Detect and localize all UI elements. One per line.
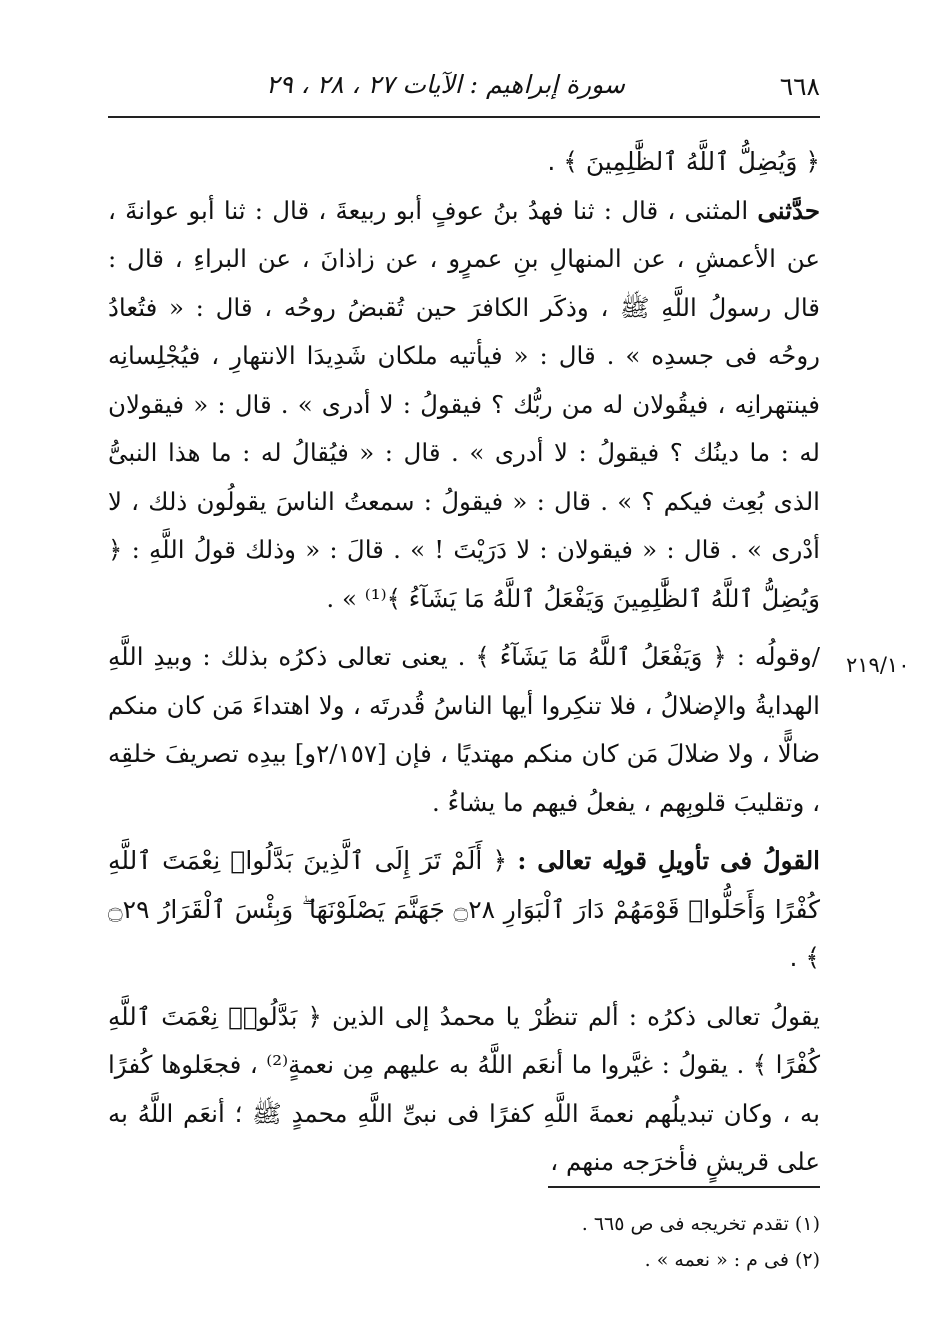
page-number: ٦٦٨ — [779, 72, 820, 101]
paragraph-hadith-text: المثنى ، قال : ثنا فهدُ بنُ عوفٍ أبو ربيعةَ ، قال : ثنا أبو عوانةَ ، عن الأعمشِ ، عن المنهالِ بنِ عمرٍو ، عن زاذانَ ، عن البراءِ ، قال : قال رسولُ اللَّهِ ﷺ ، وذكَر الكافرَ حين تُقبضُ روحُه ، قال : « فتُعادُ روحُه فى جسدِه » . قال : « فيأتيه ملكان شَدِيدَا الانتهارِ ، فيُجْلِسانِه فينتهرانِه ، فيقُولان له من ربُّك ؟ فيقولُ : لا أدرى » . قال : « فيقولان له : ما دينُك ؟ فيقولُ : لا أدرى » . قال : « فيُقالُ له : ما هذا النبىُّ الذى بُعِث فيكم ؟ » . قال : « فيقولُ : سمعتُ الناسَ يقولُون ذلك ، لا أدْرى » . قال : « فيقولان : لا دَرَيْتَ ! » . قالَ : « وذلك قولُ اللَّهِ : ﴿ وَيُضِلُّ ٱللَّهُ ٱلظَّٰلِمِينَ وَيَفْعَلُ ٱللَّهُ مَا يَشَآءُ ﴾⁽¹⁾ » . — [108, 195, 820, 613]
footnotes — [108, 1206, 820, 1278]
footnote-2: (٢) فى م : « نعمه » . — [644, 1249, 820, 1271]
header-rule — [108, 116, 820, 118]
running-title: سورة إبراهيم : الآيات ٢٧ ، ٢٨ ، ٢٩ — [265, 70, 625, 99]
footnote-rule — [548, 1186, 820, 1188]
page-header — [108, 66, 820, 106]
footnote-1: (١) تقدم تخريجه فى ص ٦٦٥ . — [581, 1213, 820, 1235]
verse-heading-quran: ﴿ أَلَمْ تَرَ إِلَى ٱلَّذِينَ بَدَّلُوا۟ نِعْمَتَ ٱللَّهِ كُفْرًا وَأَحَلُّوا۟ قَوْمَهُمْ دَارَ ٱلْبَوَارِ ۝٢٨ جَهَنَّمَ يَصْلَوْنَهَا ۖ وَبِئْسَ ٱلْقَرَارُ ۝٢٩ ﴾ . — [108, 846, 820, 972]
verse-heading-lead: القولُ فى تأويلِ قولِه تعالى : — [517, 846, 820, 875]
paragraph-hadith — [108, 187, 820, 624]
quran-verse-line: ﴿ وَيُضِلُّ ٱللَّهُ ٱلظَّٰلِمِينَ ﴾ . — [547, 147, 820, 176]
marginal-reference: ٢١٩/١٠ — [846, 653, 910, 677]
paragraph-verse-heading — [108, 837, 820, 983]
main-text — [108, 138, 820, 1187]
paragraph-explanation: يقولُ تعالى ذكرُه : ألم تنظُرْ يا محمدُ إلى الذين ﴿ بَدَّلُوا۟ نِعْمَتَ ٱللَّهِ كُفْرًا ﴾ . يقولُ : غيَّروا ما أنعَم اللَّهُ به عليهم مِن نعمةٍ⁽²⁾ ، فجعَلوها كُفرًا به ، وكان تبديلُهم نعمةَ اللَّهِ كفرًا فى نبىِّ اللَّهِ محمدٍ ﷺ ؛ أنعَم اللَّهُ به على قريشٍ فأخرَجه منهم ، — [108, 1001, 820, 1176]
paragraph-lead-word: حدَّثنى — [757, 195, 820, 225]
paragraph-commentary: /وقولُه : ﴿ وَيَفْعَلُ ٱللَّهُ مَا يَشَآءُ ﴾ . يعنى تعالى ذكرُه بذلك : وبيدِ اللَّهِ الهدايةُ والإضلالُ ، فلا تنكِروا أيها الناسُ قُدرتَه ، ولا اهتداءَ مَن كان منكم ضالًّا ، ولا ضلالَ مَن كان منكم مهتديًا ، فإن [٢/١٥٧و] بيدِه تصريفَ خلقِه ، وتقليبَ قلوبِهم ، يفعلُ فيهم ما يشاءُ . — [108, 642, 820, 817]
